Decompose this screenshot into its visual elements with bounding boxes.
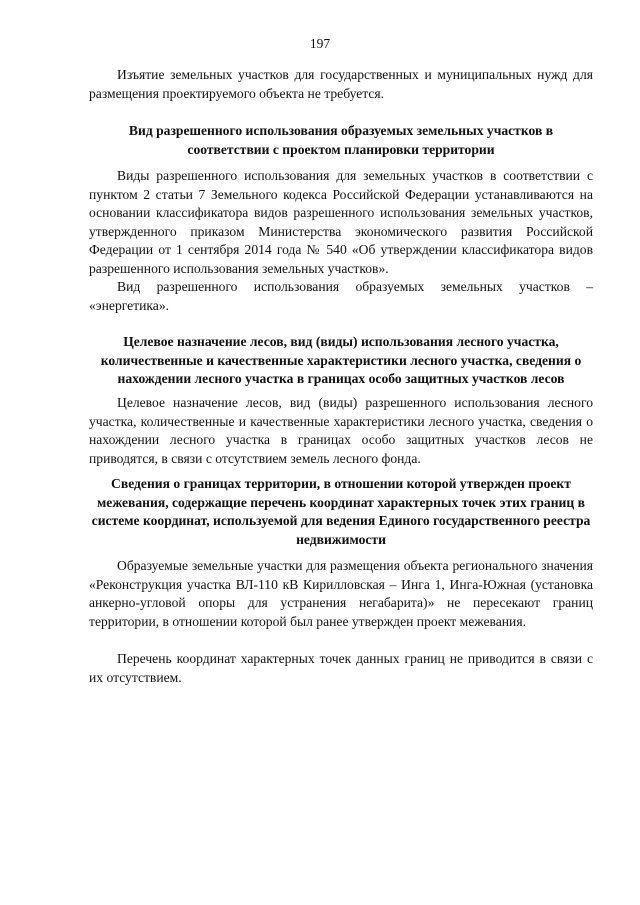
page-number: 197 xyxy=(309,36,331,51)
paragraph-text: Образуемые земельные участки для размещения объекта регионального значения «Реконструкция участка ВЛ-110 кВ Кирилловская – Инга 1, Инга-Южная (установка анкерно-угловой опоры для устранения негабарита)» не пересекают границ территории, в отношении которой был ранее утвержден проект межевания. xyxy=(89,558,593,629)
paragraph-energy-use xyxy=(89,278,593,315)
paragraph-land-seizure xyxy=(89,66,593,103)
paragraph-text: Виды разрешенного использования для земельных участков в соответствии с пунктом 2 статьи 7 Земельного кодекса Российской Федерации устанавливаются на основании классификатора видов разрешенного использования земельных участков, утвержденного приказом Министерства экономического развития Российской Федерации от 1 сентября 2014 года № 540 «Об утверждении классификатора видов разрешенного использования земельных участков». xyxy=(89,168,593,276)
paragraph-permitted-use-types xyxy=(89,167,593,279)
paragraph-text: Изъятие земельных участков для государственных и муниципальных нужд для размещения проектируемого объекта не требуется. xyxy=(89,67,593,101)
heading-forest-purpose xyxy=(89,333,593,389)
section-heading: Сведения о границах территории, в отношении которой утвержден проект межевания, содержащие перечень координат характерных точек этих границ в системе координат, используемой для ведения Единого государственного реестра недвижимости xyxy=(91,476,591,547)
paragraph-text: Вид разрешенного использования образуемых земельных участков – «энергетика». xyxy=(89,279,593,313)
paragraph-formed-plots xyxy=(89,557,593,631)
section-heading: Вид разрешенного использования образуемых земельных участков в соответствии с проектом планировки территории xyxy=(128,123,554,157)
section-heading: Целевое назначение лесов, вид (виды) использования лесного участка, количественные и качественные характеристики лесного участка, сведения о нахождении лесного участка в границах особо защитных участков лесов xyxy=(100,334,582,387)
heading-territory-boundaries xyxy=(89,475,593,549)
paragraph-coordinates-list xyxy=(89,650,593,687)
paragraph-forest-purpose xyxy=(89,394,593,468)
paragraph-text: Целевое назначение лесов, вид (виды) разрешенного использования лесного участка, количественные и качественные характеристики лесного участка, сведения о нахождении лесного участка в границах особо защитных участков лесов не приводятся, в связи с отсутствием земель лесного фонда. xyxy=(89,395,593,466)
paragraph-text: Перечень координат характерных точек данных границ не приводится в связи с их отсутствием. xyxy=(89,651,593,685)
heading-permitted-use xyxy=(89,122,593,159)
